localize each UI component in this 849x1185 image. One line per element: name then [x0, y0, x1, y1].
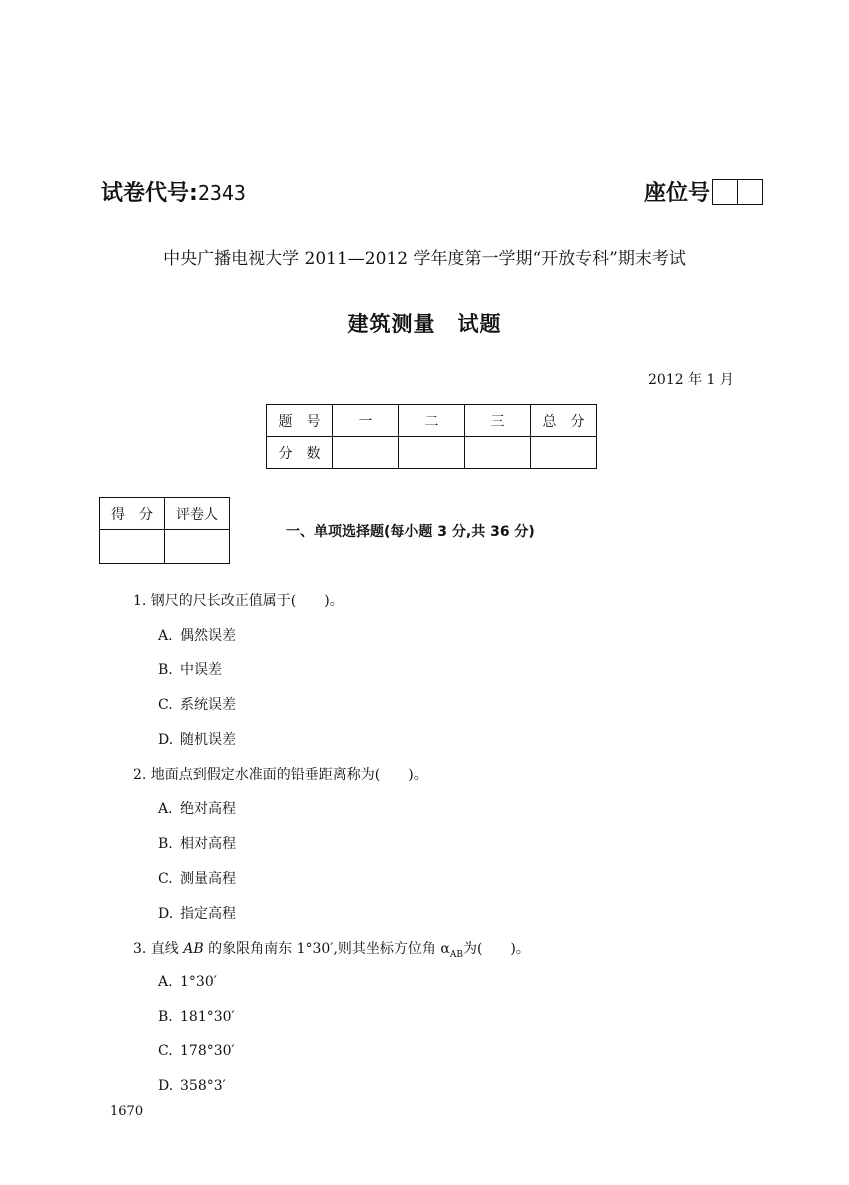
option-item: [158, 974, 217, 990]
section-title: 一、单项选择题(每小题 3 分,共 36 分): [286, 524, 535, 540]
stem-part: 的象限角南东 1°30′,则其坐标方位角 α: [203, 941, 450, 957]
option-text: 随机误差: [180, 732, 236, 748]
option-letter: A.: [158, 801, 173, 817]
grader-label-cell: 评卷人: [165, 498, 230, 530]
stem-line-ab: AB: [183, 941, 204, 957]
option-item: [158, 868, 236, 888]
header-cell: 题 号: [267, 405, 333, 437]
option-text: 相对高程: [180, 836, 236, 852]
stem-part: 3. 直线: [133, 941, 184, 957]
exam-code: [101, 176, 246, 207]
option-item: [158, 694, 236, 714]
option-text: 测量高程: [180, 871, 236, 887]
seat-number-boxes: [712, 179, 763, 205]
header-cell: 一: [333, 405, 399, 437]
option-letter: D.: [158, 732, 174, 748]
exam-title: 建筑测量 试题: [347, 312, 502, 336]
option-item: [158, 659, 222, 679]
option-text: 358°3′: [180, 1078, 226, 1094]
option-letter: B.: [158, 836, 173, 852]
option-item: [158, 729, 236, 749]
option-text: 178°30′: [180, 1043, 235, 1059]
option-letter: C.: [158, 871, 173, 887]
option-item: [158, 798, 236, 818]
exam-date: 2012 年 1 月: [648, 372, 734, 388]
grader-table: [99, 497, 230, 564]
score-label-cell: 得 分: [100, 498, 165, 530]
option-letter: D.: [158, 1078, 174, 1094]
seat-number: [644, 176, 763, 207]
seat-number-label: 座位号: [644, 181, 711, 206]
option-text: 181°30′: [180, 1009, 235, 1025]
option-item: [158, 1078, 226, 1094]
score-cell: [399, 437, 465, 469]
option-letter: C.: [158, 697, 173, 713]
row-label-cell: 分 数: [267, 437, 333, 469]
option-letter: A.: [158, 628, 173, 644]
header-cell: 总 分: [531, 405, 597, 437]
option-text: 中误差: [180, 662, 222, 678]
score-summary-table: [266, 404, 597, 469]
option-letter: B.: [158, 662, 173, 678]
option-text: 绝对高程: [180, 801, 236, 817]
option-letter: C.: [158, 1043, 173, 1059]
stem-part: 为( )。: [462, 941, 530, 957]
exam-subtitle: 中央广播电视大学 2011—2012 学年度第一学期“开放专科”期末考试: [163, 249, 686, 269]
page-number: 1670: [110, 1104, 144, 1119]
option-text: 1°30′: [180, 974, 217, 990]
table-row: [100, 530, 230, 564]
table-row: [267, 405, 597, 437]
exam-code-label: 试卷代号:: [101, 181, 198, 206]
option-text: 系统误差: [180, 697, 236, 713]
seat-box: [737, 180, 762, 204]
option-letter: D.: [158, 906, 174, 922]
header-cell: 二: [399, 405, 465, 437]
option-text: 偶然误差: [180, 628, 236, 644]
question-stem: 1. 钢尺的尺长改正值属于( )。: [133, 593, 344, 609]
score-cell: [333, 437, 399, 469]
option-letter: B.: [158, 1009, 173, 1025]
stem-subscript: AB: [449, 949, 463, 960]
option-item: [158, 1043, 235, 1059]
grader-cell: [165, 530, 230, 564]
option-item: [158, 833, 236, 853]
header-cell: 三: [465, 405, 531, 437]
option-text: 指定高程: [180, 906, 236, 922]
option-item: [158, 1009, 235, 1025]
score-cell: [465, 437, 531, 469]
table-row: [267, 437, 597, 469]
table-row: [100, 498, 230, 530]
exam-code-value: 2343: [197, 181, 246, 205]
score-cell: [531, 437, 597, 469]
option-item: [158, 625, 236, 645]
seat-box: [713, 180, 737, 204]
option-item: [158, 903, 236, 923]
option-letter: A.: [158, 974, 173, 990]
score-cell: [100, 530, 165, 564]
question-stem: 2. 地面点到假定水准面的铅垂距离称为( )。: [133, 767, 428, 783]
question-stem: [133, 938, 530, 960]
